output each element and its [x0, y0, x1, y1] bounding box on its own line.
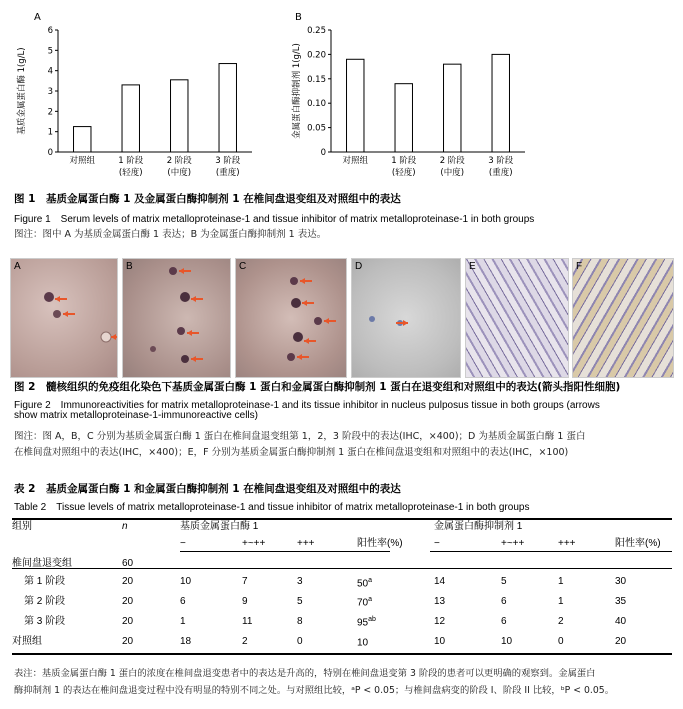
table-header-row-1: [12, 519, 672, 536]
bar-chart-b: [285, 0, 545, 185]
significance-mark: ab: [368, 616, 376, 624]
cell: 9: [242, 595, 248, 607]
bar: [122, 85, 139, 152]
table2-note-line2: 酶抑制剂 1 的表达在椎间盘退变过程中没有明显的特别不同之处。与对照组比较，ᵃP < 0.05；与椎间盘病变的阶段 I、阶段 II 比较，ᵇP < 0.05。: [14, 685, 614, 696]
y-axis-label: 金属蛋白酶抑制剂 1(g/L): [292, 43, 302, 139]
cell: [180, 556, 242, 573]
cell: [615, 556, 672, 573]
table-row: [12, 556, 672, 573]
header-neg: −: [180, 537, 186, 549]
figure2-caption-en-line1: Figure 2 Immunoreactivities for matrix metalloproteinase-1 and its tissue inhibitor in nucleus pulposus tissue in both groups (arrows: [14, 400, 600, 411]
header-weak: +~++: [242, 537, 266, 549]
cell-rate: [357, 632, 434, 652]
cell-group: 第 2 阶段: [24, 595, 66, 607]
cell: 8: [297, 615, 303, 627]
bar-chart-a: [0, 0, 300, 185]
x-tick-sublabel: (重度): [488, 168, 513, 178]
y-tick-label: 1: [47, 127, 53, 138]
cells-c: [236, 259, 346, 377]
panel-label-b: B: [126, 261, 133, 272]
bar: [219, 64, 236, 152]
y-tick-label: 2: [47, 107, 53, 118]
significance-mark: a: [368, 576, 373, 584]
y-tick-label: 5: [47, 46, 53, 57]
panel-label-f: F: [576, 261, 583, 272]
x-tick-label: 3 阶段: [215, 156, 241, 166]
cell: 10: [501, 635, 513, 647]
figure1-caption-cn: 图 1 基质金属蛋白酶 1 及金属蛋白酶抑制剂 1 在椎间盘退变组及对照组中的表达: [14, 193, 401, 205]
panel-label-c: C: [239, 261, 247, 272]
header-strong: +++: [297, 537, 315, 549]
header-neg: −: [434, 537, 440, 549]
table-row: [12, 632, 672, 652]
y-tick-label: 0.15: [307, 74, 326, 85]
header-mmp1: 基质金属蛋白酶 1: [180, 521, 259, 532]
figure2-caption-cn: 图 2 髓核组织的免疫组化染色下基质金属蛋白酶 1 蛋白和金属蛋白酶抑制剂 1 蛋白在退变组和对照组中的表达(箭头指阳性细胞): [14, 381, 621, 393]
cell-n: 60: [122, 558, 134, 569]
cell-group: 对照组: [12, 635, 42, 647]
cell: 1: [558, 576, 564, 588]
cell: 0: [558, 635, 564, 647]
cell-rate: [357, 556, 434, 573]
table-row: [12, 573, 672, 593]
y-tick-label: 0: [47, 148, 53, 158]
y-tick-label: 3: [47, 87, 53, 97]
bar: [444, 64, 461, 152]
cell: 2: [558, 615, 564, 627]
panel-label: B: [295, 12, 302, 23]
y-tick-label: 4: [47, 66, 53, 77]
cell-group: 第 1 阶段: [24, 576, 66, 588]
x-tick-sublabel: (轻度): [118, 168, 143, 178]
cell: 20: [615, 635, 627, 647]
x-tick-label: 1 阶段: [391, 156, 417, 166]
cell: [501, 556, 558, 573]
y-tick-label: 0.05: [307, 123, 326, 134]
cell: 35: [615, 595, 627, 607]
header-timp1: 金属蛋白酶抑制剂 1: [434, 521, 523, 532]
x-tick-sublabel: (中度): [440, 168, 465, 178]
x-tick-label: 1 阶段: [118, 156, 144, 166]
header-rate: 阳性率(%): [357, 537, 403, 549]
cell: [434, 556, 501, 573]
table2-title-cn: 表 2 基质金属蛋白酶 1 和金属蛋白酶抑制剂 1 在椎间盘退变组及对照组中的表达: [14, 483, 401, 495]
cell: 3: [297, 576, 303, 588]
micrograph-c: [235, 258, 347, 378]
cells-a: [11, 259, 117, 377]
x-tick-label: 3 阶段: [488, 156, 514, 166]
y-tick-label: 6: [47, 26, 53, 36]
panel-label-a: A: [14, 261, 21, 272]
cell: 5: [297, 595, 303, 607]
cell: 2: [242, 635, 248, 647]
significance-mark: a: [368, 596, 373, 604]
table2-note-line1: 表注：基质金属蛋白酶 1 蛋白的浓度在椎间盘退变患者中的表达是升高的，特别在椎间盘退变第 3 阶段的患者可以更明确的观察到。金属蛋白: [14, 668, 596, 679]
cell: [558, 556, 615, 573]
cell-n: 20: [122, 615, 134, 627]
cell: [297, 556, 357, 573]
x-tick-sublabel: (重度): [215, 168, 240, 178]
bar: [74, 127, 91, 152]
cell: 7: [242, 576, 248, 588]
header-rate: 阳性率(%): [615, 537, 661, 549]
y-tick-label: 0.25: [307, 26, 326, 36]
panel-label-d: D: [355, 261, 363, 272]
cell: 6: [180, 595, 186, 607]
cell: 10: [180, 576, 192, 588]
figure2-caption-en-line2: show matrix metalloproteinase-1-immunoreactive cells): [14, 410, 258, 421]
bar: [347, 59, 364, 152]
figure2-note-line2: 在椎间盘对照组中的表达(IHC，×400)；E，F 分别为基质金属蛋白酶抑制剂 1 蛋白在椎间盘退变组和对照组中的表达(IHC，×100): [14, 447, 569, 458]
table2-title-en: Table 2 Tissue levels of matrix metalloproteinase-1 and tissue inhibitor of matrix metalloproteinase-1 in both groups: [14, 502, 530, 513]
x-tick-label: 2 阶段: [439, 156, 465, 166]
cell: 11: [242, 615, 253, 627]
cell-group: 椎间盘退变组: [12, 558, 72, 569]
micrograph-e: [465, 258, 569, 378]
cell: 40: [615, 615, 627, 627]
table-header-row-2: [12, 536, 672, 553]
panel-label: A: [34, 12, 41, 23]
micrograph-f: [572, 258, 674, 378]
micrograph-a: [10, 258, 118, 378]
x-tick-label: 对照组: [69, 156, 96, 166]
cell: 6: [501, 615, 507, 627]
cell: 13: [434, 595, 446, 607]
cell: 1: [558, 595, 564, 607]
table-row: [12, 612, 672, 632]
bar: [492, 54, 509, 152]
y-tick-label: 0.20: [307, 50, 326, 61]
bar: [395, 84, 412, 152]
cell: 95: [357, 617, 369, 629]
cell: 18: [180, 635, 192, 647]
figure2-note-line1: 图注：图 A，B，C 分别为基质金属蛋白酶 1 蛋白在椎间盘退变组第 1，2，3 阶段中的表达(IHC，×400)；D 为基质金属蛋白酶 1 蛋白: [14, 431, 586, 442]
panel-label-e: E: [469, 261, 476, 272]
cell-n: 20: [122, 595, 134, 607]
bar: [171, 80, 188, 152]
cell-rate: [357, 612, 434, 632]
figure1-caption-en: Figure 1 Serum levels of matrix metalloproteinase-1 and tissue inhibitor of matrix metalloproteinase-1 in both groups: [14, 214, 535, 225]
table2: [12, 519, 672, 652]
table-bottom-rule: [12, 653, 672, 655]
header-strong: +++: [558, 537, 576, 549]
cells-d: [352, 259, 460, 377]
x-tick-label: 2 阶段: [166, 156, 192, 166]
y-tick-label: 0.10: [307, 99, 326, 110]
cell-n: 20: [122, 576, 134, 588]
cell-rate: [357, 573, 434, 593]
cell: 0: [297, 635, 303, 647]
table-row: [12, 592, 672, 612]
cell: 12: [434, 615, 446, 627]
figure1-note: 图注：图中 A 为基质金属蛋白酶 1 表达；B 为金属蛋白酶抑制剂 1 表达。: [14, 229, 327, 240]
micrograph-d: [351, 258, 461, 378]
x-tick-sublabel: (轻度): [391, 168, 416, 178]
x-tick-label: 对照组: [342, 156, 369, 166]
cell-n: 20: [122, 635, 134, 647]
cell: [242, 556, 297, 573]
cell: 30: [615, 576, 627, 588]
cell: 10: [434, 635, 446, 647]
cell-rate: [357, 592, 434, 612]
y-axis-label: 基质金属蛋白酶 1(g/L): [17, 47, 27, 135]
cell: 6: [501, 595, 507, 607]
cell: 50: [357, 577, 369, 589]
x-tick-sublabel: (中度): [167, 168, 192, 178]
cell: 1: [180, 615, 186, 627]
y-tick-label: 0: [320, 148, 326, 158]
cell: 10: [357, 637, 369, 649]
cell: 5: [501, 576, 507, 588]
header-n: n: [122, 521, 128, 532]
cell: 70: [357, 597, 369, 609]
cell: 14: [434, 576, 446, 588]
header-weak: +~++: [501, 537, 525, 549]
cells-b: [123, 259, 230, 377]
micrograph-b: [122, 258, 231, 378]
cell-group: 第 3 阶段: [24, 615, 66, 627]
header-group: 组别: [12, 521, 32, 532]
